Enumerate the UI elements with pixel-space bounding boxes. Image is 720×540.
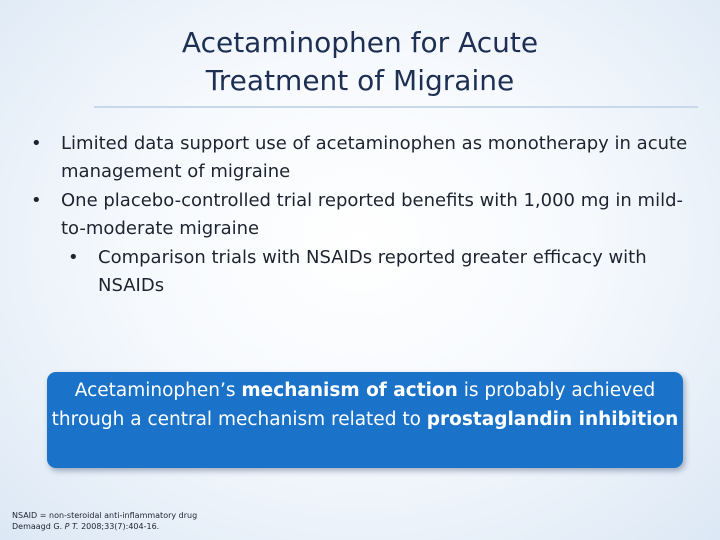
callout-bold-text: mechanism of action: [241, 380, 458, 401]
title-divider: [94, 106, 698, 108]
slide-title-line-1: Acetaminophen for Acute: [181, 26, 539, 59]
abbreviation-note: NSAID = non-steroidal anti-inflammatory drug: [12, 511, 198, 520]
reference-details: 2008;33(7):404-16.: [78, 522, 160, 531]
footnote: [12, 510, 312, 532]
reference-citation: [12, 521, 312, 532]
callout-box: [47, 372, 683, 468]
callout-bold-text: prostaglandin inhibition: [426, 408, 679, 430]
callout-text: is probably achieved through a central mechanism related to: [51, 380, 656, 430]
bullet-item: • One placebo-controlled trial reported benefits with 1,000 mg in mild-to-moderate migraine: [28, 187, 688, 243]
bullet-item: • Limited data support use of acetaminophen as monotherapy in acute management of migraine: [28, 130, 688, 186]
reference-author: Demaagd G.: [12, 522, 65, 531]
sub-bullet-item: • Comparison trials with NSAIDs reported greater efficacy with NSAIDs: [65, 244, 688, 300]
slide-title-line-2: Treatment of Migraine: [205, 64, 515, 97]
slide-title: [0, 24, 720, 100]
callout-text: Acetaminophen’s: [74, 380, 242, 401]
bullet-list: [28, 130, 688, 301]
reference-journal: P T.: [64, 522, 79, 531]
